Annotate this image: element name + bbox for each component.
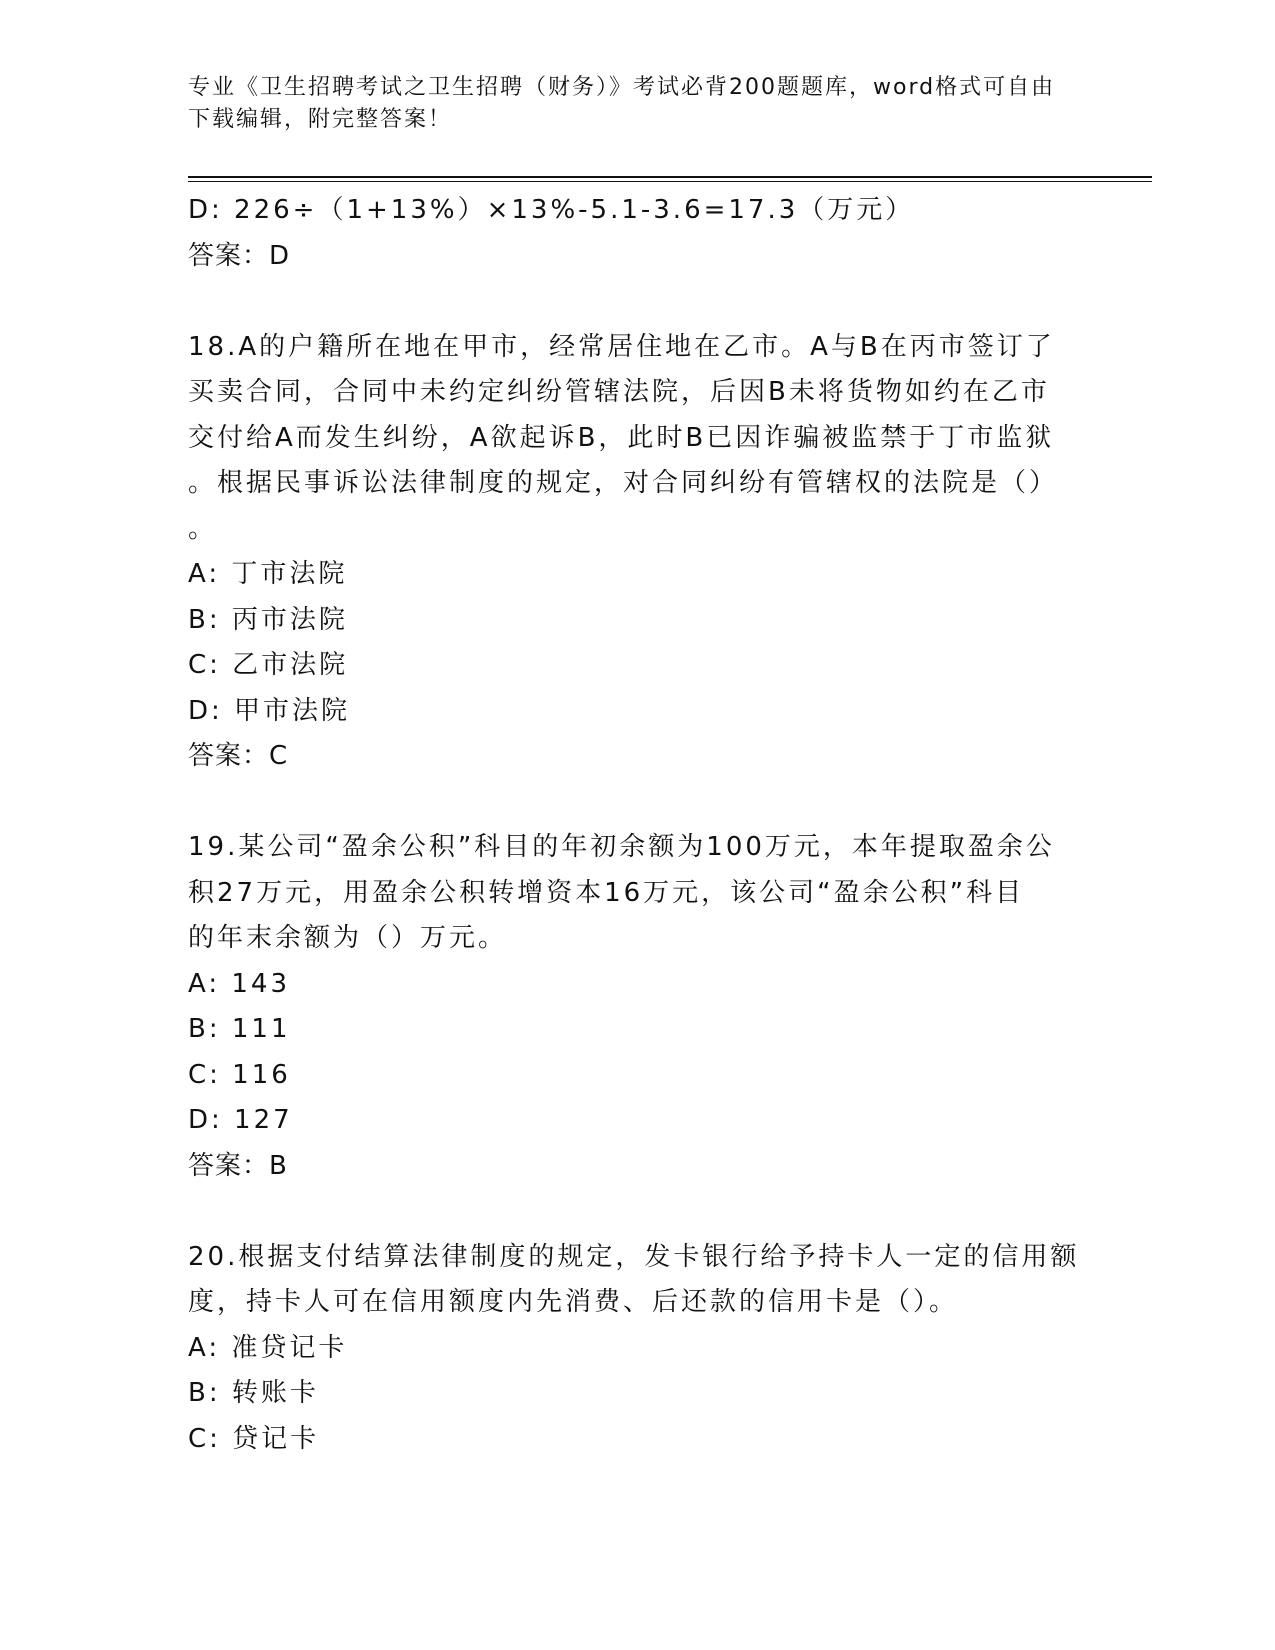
option-d: D: 甲市法院 bbox=[188, 695, 351, 726]
spacer bbox=[188, 780, 1078, 826]
question-19 bbox=[188, 825, 1078, 1189]
document-body bbox=[188, 188, 1078, 1462]
question-18 bbox=[188, 325, 1078, 780]
option-d: D: 127 bbox=[188, 1105, 293, 1135]
question-line: 度，持卡人可在信用额度内先消费、后还款的信用卡是（）。 bbox=[188, 1287, 959, 1317]
option-c: C: 116 bbox=[188, 1059, 291, 1090]
option-a: A: 丁市法院 bbox=[188, 559, 348, 589]
option-c: C: 乙市法院 bbox=[188, 650, 349, 680]
option-b: B: 转账卡 bbox=[188, 1378, 319, 1408]
header-rule-thin bbox=[188, 181, 1152, 182]
question-line: 18.A的户籍所在地在甲市，经常居住地在乙市。A与B在丙市签订了 bbox=[188, 331, 1055, 362]
spacer bbox=[188, 1189, 1078, 1235]
prev-answer: 答案：D bbox=[188, 240, 291, 271]
spacer bbox=[188, 279, 1078, 325]
question-line: 。 bbox=[188, 513, 218, 544]
question-line: 的年末余额为（）万元。 bbox=[188, 923, 508, 953]
question-line: 交付给A而发生纠纷，A欲起诉B，此时B已因诈骗被监禁于丁市监狱 bbox=[188, 422, 1055, 453]
option-b: B: 丙市法院 bbox=[188, 604, 348, 635]
option-b: B: 111 bbox=[188, 1014, 291, 1044]
question-line: 买卖合同，合同中未约定纠纷管辖法院，后因B未将货物如约在乙市 bbox=[188, 377, 1050, 407]
header-rule-thick bbox=[188, 176, 1152, 178]
question-line: 。根据民事诉讼法律制度的规定，对合同纠纷有管辖权的法院是（） bbox=[188, 468, 1059, 498]
answer: 答案：C bbox=[188, 741, 289, 771]
option-a: A: 143 bbox=[188, 968, 290, 999]
option-a: A: 准贷记卡 bbox=[188, 1332, 348, 1363]
question-line: 20.根据支付结算法律制度的规定，发卡银行给予持卡人一定的信用额 bbox=[188, 1241, 1080, 1272]
question-20 bbox=[188, 1235, 1078, 1463]
document-header: 专业《卫生招聘考试之卫生招聘（财务）》考试必背200题题库，word格式可自由下载编辑，附完整答案！ bbox=[188, 75, 1056, 132]
question-line: 19.某公司“盈余公积”科目的年初余额为100万元，本年提取盈余公 bbox=[188, 832, 1055, 862]
option-c: C: 贷记卡 bbox=[188, 1423, 320, 1454]
prev-option-d: D: 226÷（1+13%）×13%-5.1-3.6=17.3（万元） bbox=[188, 195, 915, 225]
question-line: 积27万元，用盈余公积转增资本16万元，该公司“盈余公积”科目 bbox=[188, 877, 1025, 908]
answer: 答案：B bbox=[188, 1150, 288, 1181]
